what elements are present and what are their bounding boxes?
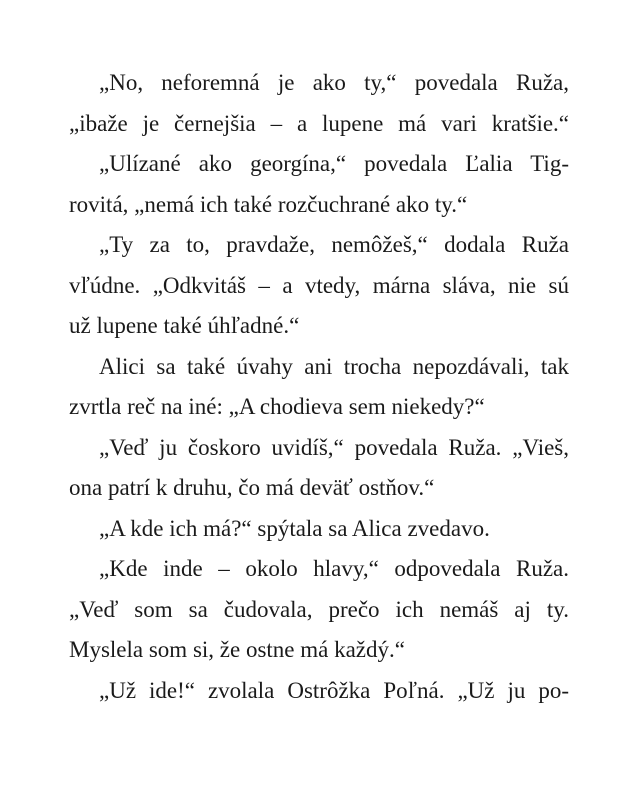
text-line: „Kde inde – okolo hlavy,“ odpovedala Ruža.	[99, 556, 569, 581]
text-line: vľúdne. „Odkvitáš – a vtedy, márna sláva, nie sú	[69, 272, 569, 298]
text-line: „Už ide!“ zvolala Ostrôžka Poľná. „Už ju po-	[99, 677, 569, 703]
book-page	[69, 63, 569, 711]
text-line: Myslela som si, že ostne má každý.“	[69, 637, 405, 662]
text-line: „Veď som sa čudovala, prečo ich nemáš aj ty.	[69, 596, 569, 622]
text-line: zvrtla reč na iné: „A chodieva sem niekedy?“	[69, 394, 485, 419]
text-line: „No, neforemná je ako ty,“ povedala Ruža,	[99, 70, 569, 95]
text-line: „Ty za to, pravdaže, nemôžeš,“ dodala Ruža	[99, 232, 569, 257]
text-line: rovitá, „nemá ich také rozčuchrané ako ty.“	[69, 191, 468, 217]
text-line: „Ulízané ako georgína,“ povedala Ľalia Tig-	[99, 151, 569, 176]
text-line: „A kde ich má?“ spýtala sa Alica zvedavo.	[99, 515, 490, 541]
text-line: Alici sa také úvahy ani trocha nepozdávali, tak	[99, 353, 569, 379]
text-line: „Veď ju čoskoro uvidíš,“ povedala Ruža. „Vieš,	[99, 434, 569, 460]
text-line: „ibaže je černejšia – a lupene má vari kratšie.“	[69, 110, 569, 136]
text-line: ona patrí k druhu, čo má deväť ostňov.“	[69, 475, 435, 500]
text-line: už lupene také úhľadné.“	[69, 313, 300, 338]
